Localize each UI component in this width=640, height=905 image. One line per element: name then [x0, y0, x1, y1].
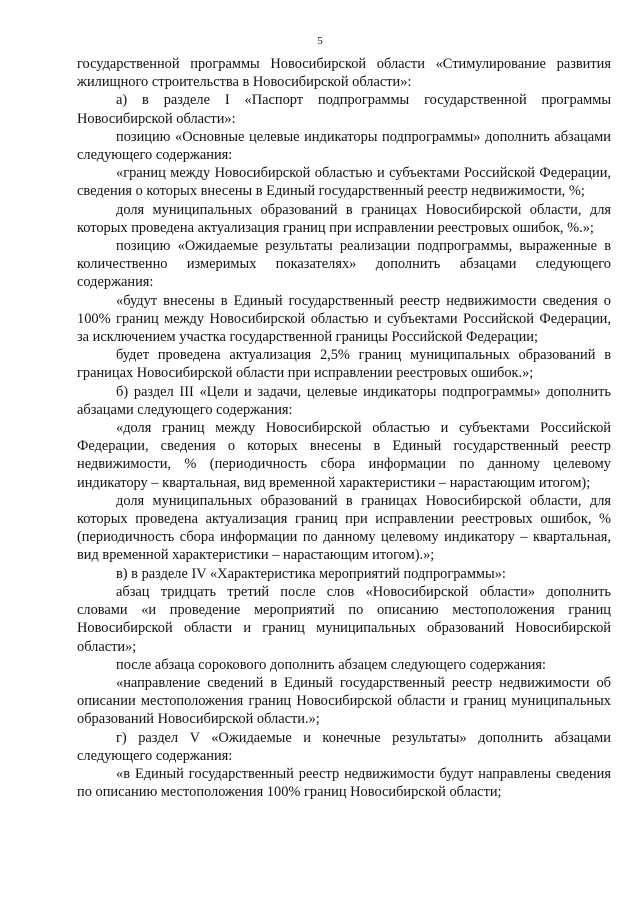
document-body	[77, 55, 611, 801]
paragraph-item-a: а) в разделе I «Паспорт подпрограммы государственной программы Новосибирской области»:	[77, 92, 611, 127]
paragraph-after-abzac-40: после абзаца сорокового дополнить абзацем следующего содержания:	[116, 656, 547, 673]
paragraph-item-g: г) раздел V «Ожидаемые и конечные результаты» дополнить абзацами следующего содержания:	[77, 729, 611, 764]
paragraph-quote-borders: «границ между Новосибирской областью и субъектами Российской Федерации, сведения о которых внесены в Единый государственный реестр недвижимости, %;	[77, 165, 611, 200]
paragraph-item-v: в) в разделе IV «Характеристика мероприятий подпрограммы»:	[116, 565, 506, 582]
paragraph-program-title: государственной программы Новосибирской области «Стимулирование развития жилищного строительства в Новосибирской области»:	[77, 56, 611, 91]
paragraph-abzac-33: абзац тридцать третий после слов «Новосибирской области» дополнить словами «и проведение мероприятий по описанию местоположения границ Новосибирской области и границ муниципальных образований Новосибирской области»;	[77, 583, 611, 655]
page-number: 5	[317, 35, 323, 47]
paragraph-municipal-share: доля муниципальных образований в границах Новосибирской области, для которых проведена актуализация границ при исправлении реестровых ошибок, %.»;	[77, 201, 611, 236]
paragraph-quote-share-borders: «доля границ между Новосибирской областью и субъектами Российской Федерации, сведения о которых внесены в Единый государственный реестр недвижимости, % (периодичность сбора информации по данному целевому индикатору – квартальная, вид временной характеристики – нарастающим итогом);	[77, 420, 611, 491]
paragraph-quote-direction: «направление сведений в Единый государственный реестр недвижимости об описании местоположения границ Новосибирской области и границ муниципальных образований Новосибирской области.»;	[77, 674, 611, 728]
paragraph-item-b: б) раздел III «Цели и задачи, целевые индикаторы подпрограммы» дополнить абзацами следующего содержания:	[77, 383, 611, 418]
paragraph-quote-registry-direction: «в Единый государственный реестр недвижимости будут направлены сведения по описанию местоположения 100% границ Новосибирской области;	[77, 765, 611, 801]
paragraph-actualization: будет проведена актуализация 2,5% границ муниципальных образований в границах Новосибирской области при исправлении реестровых ошибок.»;	[77, 347, 611, 382]
paragraph-municipal-share-periodicity: доля муниципальных образований в границах Новосибирской области, для которых проведена актуализация границ при исправлении реестровых ошибок, % (периодичность сбора информации по данному целевому индикатору – квартальная, вид временной характеристики – нарастающим итогом).»;	[77, 492, 611, 564]
paragraph-position-expected: позицию «Ожидаемые результаты реализации подпрограммы, выраженные в количественно измеримых показателях» дополнить абзацами следующего содержания:	[77, 238, 611, 291]
paragraph-position-indicators: позицию «Основные целевые индикаторы подпрограммы» дополнить абзацами следующего содержания:	[77, 128, 611, 164]
paragraph-quote-registry: «будут внесены в Единый государственный реестр недвижимости сведения о 100% границ между Новосибирской областью и субъектами Российской Федерации, за исключением участка государственной границы Российской Федерации;	[77, 292, 611, 346]
